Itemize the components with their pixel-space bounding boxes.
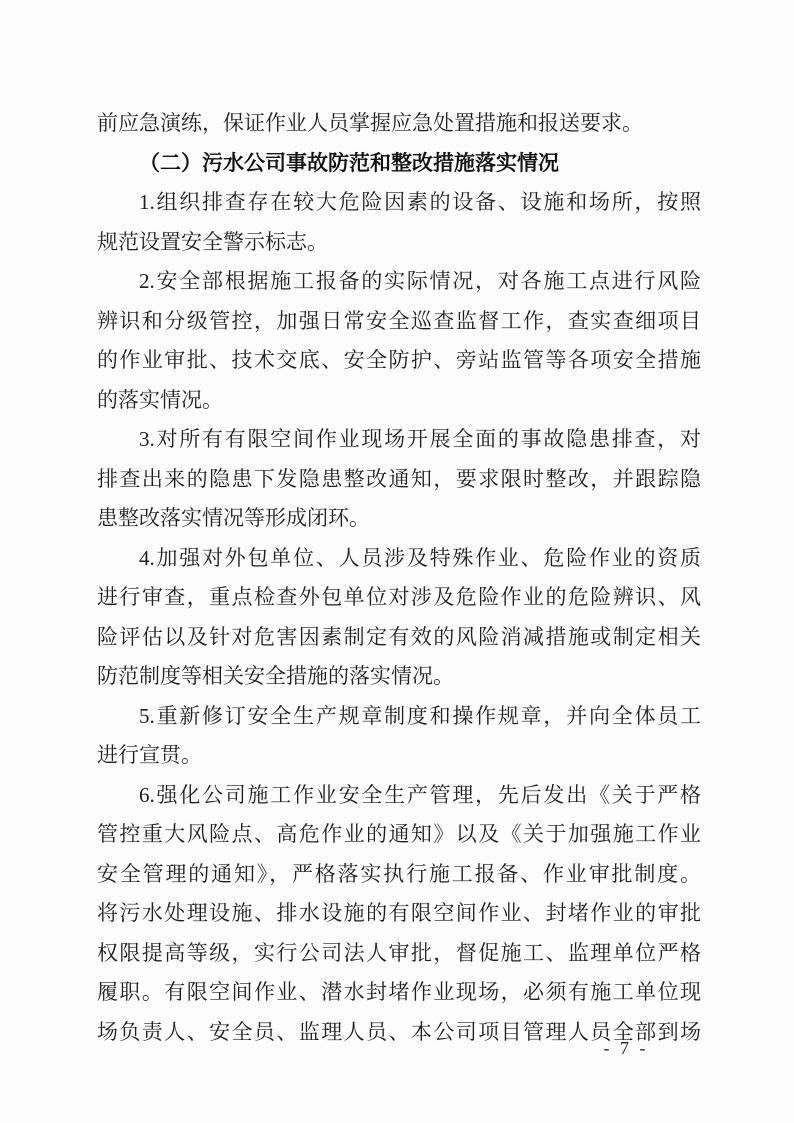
text-line: 进行宣贯。 xyxy=(97,743,202,767)
text-line: 险评估以及针对危害因素制定有效的风险消减措施或制定相关 xyxy=(97,624,701,649)
text-line: 将污水处理设施、排水设施的有限空间作业、封堵作业的审批 xyxy=(97,901,701,925)
text-line: 的落实情况。 xyxy=(97,387,223,412)
text-line: 5.重新修订安全生产规章制度和操作规章，并向全体员工 xyxy=(139,703,701,728)
text-line: 权限提高等级，实行公司法人审批，督促施工、监理单位严格 xyxy=(97,940,701,965)
text-line: 2.安全部根据施工报备的实际情况，对各施工点进行风险 xyxy=(139,269,701,293)
section-heading: （二）污水公司事故防范和整改措施落实情况 xyxy=(139,150,559,175)
text-line: 进行审查，重点检查外包单位对涉及危险作业的危险辨识、风 xyxy=(97,585,701,609)
text-line: 3.对所有有限空间作业现场开展全面的事故隐患排查，对 xyxy=(139,427,701,451)
page-number: - 7 - xyxy=(603,1038,649,1058)
text-line: 的作业审批、技术交底、安全防护、旁站监管等各项安全措施 xyxy=(97,348,701,372)
text-line: 4.加强对外包单位、人员涉及特殊作业、危险作业的资质 xyxy=(139,545,701,570)
text-line: 安全管理的通知》，严格落实执行施工报备、作业审批制度。 xyxy=(97,861,701,886)
text-line: 排查出来的隐患下发隐患整改通知，要求限时整改，并跟踪隐 xyxy=(97,466,701,491)
text-line: 6.强化公司施工作业安全生产管理，先后发出《关于严格 xyxy=(139,782,701,807)
text-line: 规范设置安全警示标志。 xyxy=(97,229,328,254)
text-line: 辨识和分级管控，加强日常安全巡查监督工作，查实查细项目 xyxy=(97,308,701,333)
text-line: 1.组织排查存在较大危险因素的设备、设施和场所，按照 xyxy=(139,190,701,214)
text-line: 患整改落实情况等形成闭环。 xyxy=(97,506,370,530)
text-line: 履职。有限空间作业、潜水封堵作业现场，必须有施工单位现 xyxy=(97,980,701,1004)
text-line: 管控重大风险点、高危作业的通知》以及《关于加强施工作业 xyxy=(97,822,701,846)
document-body xyxy=(97,104,701,1052)
text-line: 防范制度等相关安全措施的落实情况。 xyxy=(97,664,454,688)
text-line: 前应急演练，保证作业人员掌握应急处置措施和报送要求。 xyxy=(97,111,643,135)
text-line: 场负责人、安全员、监理人员、本公司项目管理人员全部到场 xyxy=(97,1019,701,1044)
